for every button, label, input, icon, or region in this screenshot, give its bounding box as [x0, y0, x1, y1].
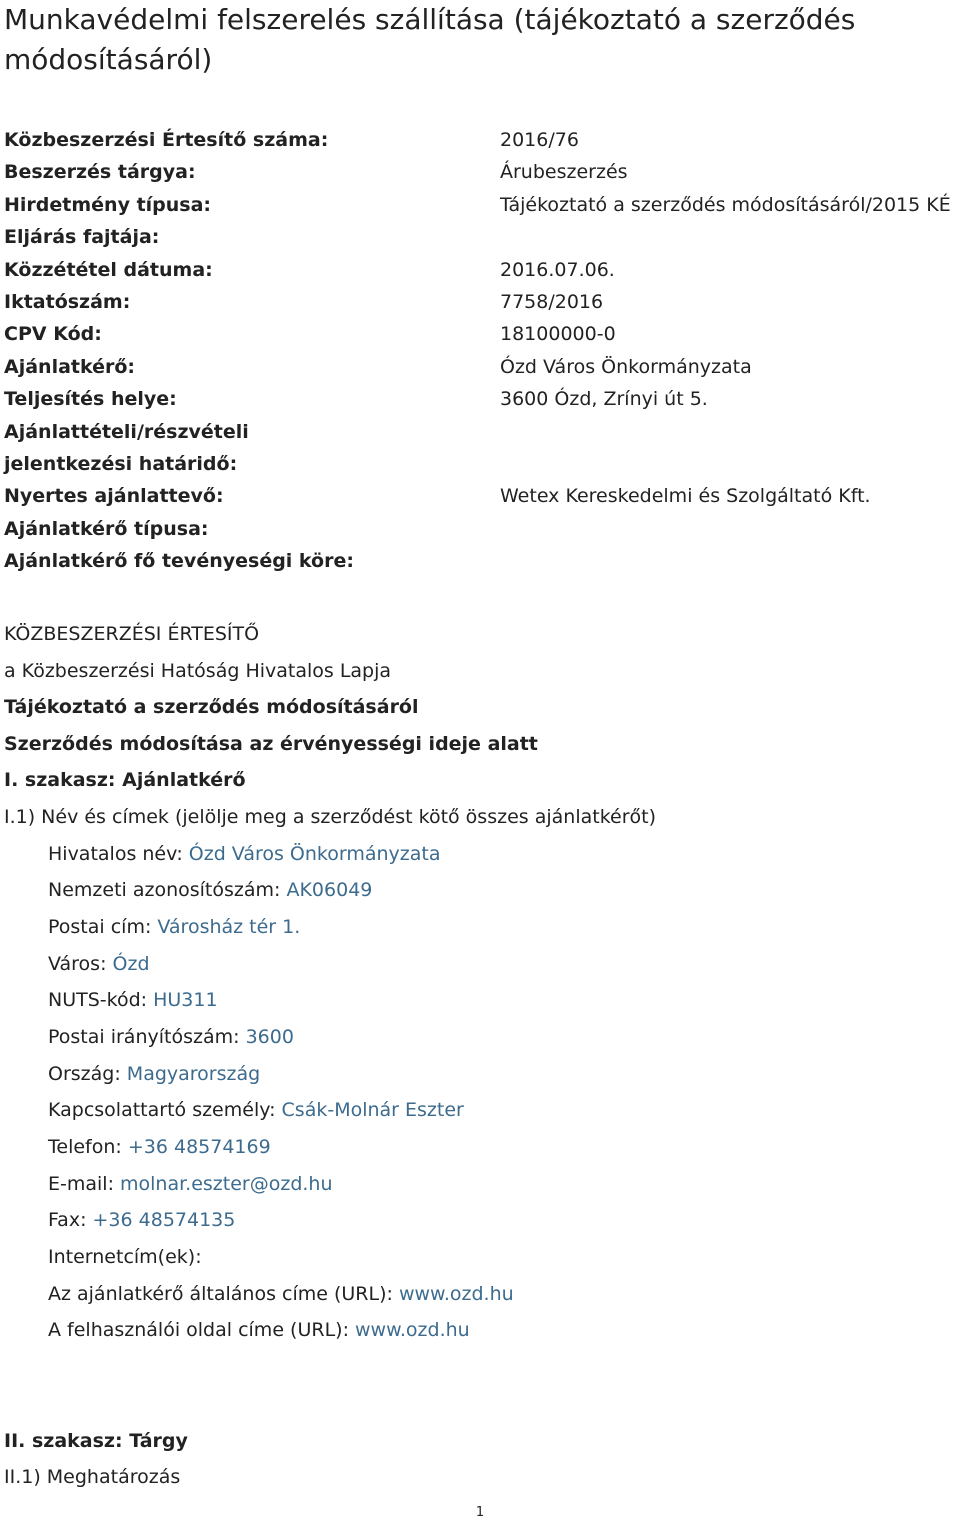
contracting-buyer-profile-url: A felhasználói oldal címe (URL): www.ozd.hu: [48, 1319, 470, 1341]
meta-value: 3600 Ózd, Zrínyi út 5.: [500, 388, 708, 411]
contracting-postal-address: Postai cím: Városház tér 1.: [48, 916, 301, 938]
meta-value: Árubeszerzés: [500, 161, 628, 184]
field-value: Ózd: [112, 953, 150, 975]
meta-row-authority-activity: [4, 545, 960, 577]
url-link[interactable]: www.ozd.hu: [355, 1319, 470, 1341]
meta-row-reference: [4, 286, 960, 318]
contracting-general-url: Az ajánlatkérő általános címe (URL): www.ozd.hu: [48, 1283, 514, 1305]
page-number: 1: [475, 1505, 485, 1520]
section-2-1: II.1) Meghatározás: [4, 1466, 181, 1488]
meta-row-contracting-authority: [4, 351, 960, 383]
field-value: +36 48574169: [127, 1136, 271, 1158]
contracting-national-id: Nemzeti azonosítószám: AK06049: [48, 879, 373, 901]
meta-label: Nyertes ajánlattevő:: [4, 485, 224, 508]
meta-label: Közzététel dátuma:: [4, 258, 213, 281]
section-1-1: I.1) Név és címek (jelölje meg a szerződést kötő összes ajánlatkérőt): [4, 806, 657, 828]
meta-value: Tájékoztató a szerződés módosításáról/2015 KÉ: [500, 193, 951, 216]
meta-label: Hirdetmény típusa:: [4, 193, 212, 216]
meta-row-procedure: [4, 221, 960, 253]
contracting-country: Ország: Magyarország: [48, 1063, 261, 1085]
meta-table: [4, 124, 960, 578]
contracting-postcode: Postai irányítószám: 3600: [48, 1026, 294, 1048]
meta-value: 2016.07.06.: [500, 258, 615, 281]
meta-label: Közbeszerzési Értesítő száma:: [4, 129, 329, 151]
contracting-nuts: NUTS-kód: HU311: [48, 989, 218, 1011]
meta-value: Wetex Kereskedelmi és Szolgáltató Kft.: [500, 485, 871, 508]
meta-label: Teljesítés helye:: [4, 388, 177, 411]
notice-type: Tájékoztató a szerződés módosításáról: [4, 696, 419, 718]
meta-label: CPV Kód:: [4, 323, 102, 346]
notice-header: KÖZBESZERZÉSI ÉRTESÍTŐ: [4, 623, 260, 645]
meta-row-notice-type: [4, 189, 960, 221]
contracting-fax: Fax: +36 48574135: [48, 1209, 236, 1231]
meta-row-place: [4, 383, 960, 415]
url-link[interactable]: www.ozd.hu: [398, 1283, 514, 1305]
meta-row-ke-number: [4, 124, 960, 156]
meta-label: Beszerzés tárgya:: [4, 161, 196, 184]
meta-label: Ajánlattételi/részvételi jelentkezési határidő:: [4, 420, 249, 476]
field-value: AK06049: [286, 879, 373, 901]
meta-label: Ajánlatkérő:: [4, 355, 136, 378]
field-value: Csák-Molnár Eszter: [281, 1099, 464, 1121]
meta-value: 7758/2016: [500, 291, 604, 314]
meta-row-winner: [4, 480, 960, 512]
contracting-email: E-mail: molnar.eszter@ozd.hu: [48, 1173, 333, 1195]
field-value: 3600: [245, 1026, 294, 1048]
meta-value: Ózd Város Önkormányzata: [500, 355, 752, 378]
contracting-official-name: Hivatalos név: Ózd Város Önkormányzata: [48, 843, 441, 865]
contracting-contact-person: Kapcsolattartó személy: Csák-Molnár Eszter: [48, 1099, 464, 1121]
email-link[interactable]: molnar.eszter@ozd.hu: [120, 1173, 333, 1195]
field-value: Ózd Város Önkormányzata: [188, 843, 441, 865]
section-2-title: II. szakasz: Tárgy: [4, 1430, 188, 1452]
notice-subtype: Szerződés módosítása az érvényességi ideje alatt: [4, 733, 538, 755]
meta-value: 18100000-0: [500, 323, 616, 346]
meta-value: 2016/76: [500, 129, 579, 151]
meta-label: Ajánlatkérő fő tevényeségi köre:: [4, 550, 354, 573]
contracting-city: Város: Ózd: [48, 953, 150, 975]
contracting-phone: Telefon: +36 48574169: [48, 1136, 271, 1158]
contracting-internet: Internetcím(ek):: [48, 1246, 202, 1268]
meta-row-cpv: [4, 318, 960, 350]
meta-row-publication-date: [4, 254, 960, 286]
meta-label: Ajánlatkérő típusa:: [4, 517, 209, 540]
page-title: Munkavédelmi felszerelés szállítása (tájékoztató a szerződés módosításáról): [4, 3, 856, 76]
section-1-title: I. szakasz: Ajánlatkérő: [4, 769, 246, 791]
meta-row-subject: [4, 156, 960, 188]
field-value: Városház tér 1.: [157, 916, 301, 938]
field-value: +36 48574135: [92, 1209, 236, 1231]
meta-label: Iktatószám:: [4, 291, 131, 314]
meta-row-deadline: [4, 416, 960, 481]
notice-subheader: a Közbeszerzési Hatóság Hivatalos Lapja: [4, 660, 392, 682]
field-value: HU311: [153, 989, 218, 1011]
field-value: Magyarország: [126, 1063, 261, 1085]
meta-label: Eljárás fajtája:: [4, 226, 160, 249]
meta-row-authority-type: [4, 513, 960, 545]
